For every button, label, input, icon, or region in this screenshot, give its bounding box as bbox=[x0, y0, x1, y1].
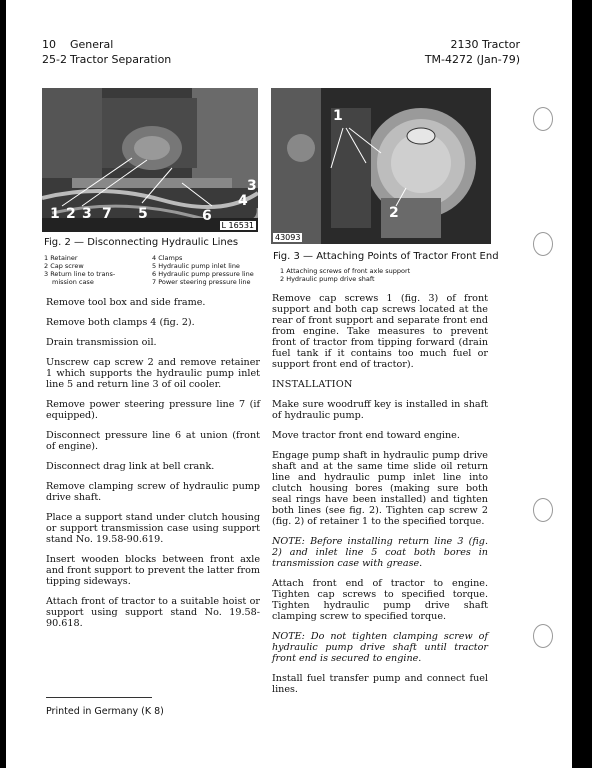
paragraph: Remove cap screws 1 (fig. 3) of front support and both cap screws located at the rear of front support and separate front end from engine. Take measures to prevent front of tractor from tipping forward (drain fuel tank if it contains too much fuel or support front end of tractor). bbox=[272, 293, 488, 370]
figure-2-caption: Fig. 2 — Disconnecting Hydraulic Lines bbox=[44, 237, 239, 248]
binder-hole bbox=[533, 232, 553, 256]
paragraph: Remove tool box and side frame. bbox=[46, 297, 206, 308]
legend-item: 4 Clamps bbox=[152, 254, 183, 262]
legend-item: 7 Power steering pressure line bbox=[152, 278, 251, 286]
callout-3b: 3 bbox=[247, 178, 257, 194]
figure-2-legend-left bbox=[44, 254, 115, 286]
subsection-title: Tractor Separation bbox=[70, 53, 172, 66]
legend-item: 5 Hydraulic pump inlet line bbox=[152, 262, 240, 270]
manual-code: TM-4272 (Jan-79) bbox=[424, 53, 520, 66]
callout-1: 1 bbox=[333, 108, 343, 124]
callout-7: 7 bbox=[102, 206, 112, 222]
paragraph: Engage pump shaft in hydraulic pump drive shaft and at the same time slide oil return line and hydraulic pump inlet line into clutch housing bores (making sure both seal rings have been installed) and tighten both lines (see fig. 2). Tighten cap screw 2 (fig. 2) of retainer 1 to the specified torque. bbox=[272, 450, 488, 527]
legend-item: mission case bbox=[52, 278, 94, 286]
legend-item: 1 Attaching screws of front axle support bbox=[280, 267, 411, 275]
paragraph: Place a support stand under clutch housing or support transmission case using support stand No. 19.58-90.619. bbox=[46, 512, 260, 545]
paragraph: Attach front of tractor to a suitable hoist or support using support stand No. 19.58-90.618. bbox=[46, 596, 260, 629]
note: NOTE: Do not tighten clamping screw of hydraulic pump drive shaft until tractor front end is secured to engine. bbox=[272, 631, 488, 664]
callout-5: 5 bbox=[138, 206, 148, 222]
callout-1: 1 bbox=[50, 206, 60, 222]
paragraph: Unscrew cap screw 2 and remove retainer 1 which supports the hydraulic pump inlet line 5 and return line 3 of oil cooler. bbox=[46, 357, 260, 390]
figure-3-legend bbox=[280, 267, 410, 283]
paragraph: Drain transmission oil. bbox=[46, 337, 157, 348]
header-right bbox=[425, 37, 520, 67]
manual-page bbox=[6, 0, 572, 768]
figure-3-caption: Fig. 3 — Attaching Points of Tractor Front End bbox=[273, 251, 499, 262]
legend-item: 2 Hydraulic pump drive shaft bbox=[280, 275, 375, 283]
binder-hole bbox=[533, 498, 553, 522]
figure-3-photo bbox=[271, 88, 491, 244]
tractor-model: 2130 Tractor bbox=[450, 38, 520, 51]
figure-2-legend-right bbox=[152, 254, 254, 286]
paragraph: Remove power steering pressure line 7 (if equipped). bbox=[46, 399, 260, 421]
callout-4: 4 bbox=[238, 193, 248, 209]
paragraph: Remove both clamps 4 (fig. 2). bbox=[46, 317, 195, 328]
legend-item: 3 Return line to trans- bbox=[44, 270, 116, 278]
callout-2: 2 bbox=[389, 205, 399, 221]
legend-item: 1 Retainer bbox=[44, 254, 78, 262]
figure-2-photo bbox=[42, 88, 258, 232]
callout-6: 6 bbox=[202, 208, 212, 224]
section-number: 25-2 bbox=[42, 53, 67, 66]
paragraph: Disconnect drag link at bell crank. bbox=[46, 461, 215, 472]
paragraph: Attach front end of tractor to engine. Tighten cap screws to specified torque. Tighten hydraulic pump drive shaft clamping screw to specified torque. bbox=[272, 578, 488, 622]
paragraph: Remove clamping screw of hydraulic pump drive shaft. bbox=[46, 481, 260, 503]
callout-3: 3 bbox=[82, 206, 92, 222]
binder-hole bbox=[533, 107, 553, 131]
figure-3-code: 43093 bbox=[275, 233, 301, 242]
figure-3-illustration bbox=[271, 88, 491, 244]
callout-2: 2 bbox=[66, 206, 76, 222]
section-heading: INSTALLATION bbox=[272, 379, 353, 390]
paragraph: Make sure woodruff key is installed in shaft of hydraulic pump. bbox=[272, 399, 488, 421]
paragraph: Move tractor front end toward engine. bbox=[272, 430, 460, 441]
section-title: General bbox=[70, 38, 114, 51]
legend-item: 6 Hydraulic pump pressure line bbox=[152, 270, 254, 278]
header-left bbox=[42, 37, 171, 67]
right-column bbox=[272, 293, 488, 704]
legend-item: 2 Cap screw bbox=[44, 262, 84, 270]
paragraph: Insert wooden blocks between front axle and front support to prevent the latter from tipping sideways. bbox=[46, 554, 260, 587]
paragraph: Disconnect pressure line 6 at union (front of engine). bbox=[46, 430, 260, 452]
note: NOTE: Before installing return line 3 (fig. 2) and inlet line 5 coat both bores in transmission case with grease. bbox=[272, 536, 488, 569]
left-column bbox=[46, 297, 260, 638]
footer-text: Printed in Germany (K 8) bbox=[46, 706, 164, 717]
paragraph: Install fuel transfer pump and connect fuel lines. bbox=[272, 673, 488, 695]
footer-rule bbox=[46, 697, 152, 698]
binder-hole bbox=[533, 624, 553, 648]
page-number: 10 bbox=[42, 38, 56, 51]
figure-2-code: L 16531 bbox=[221, 221, 254, 230]
